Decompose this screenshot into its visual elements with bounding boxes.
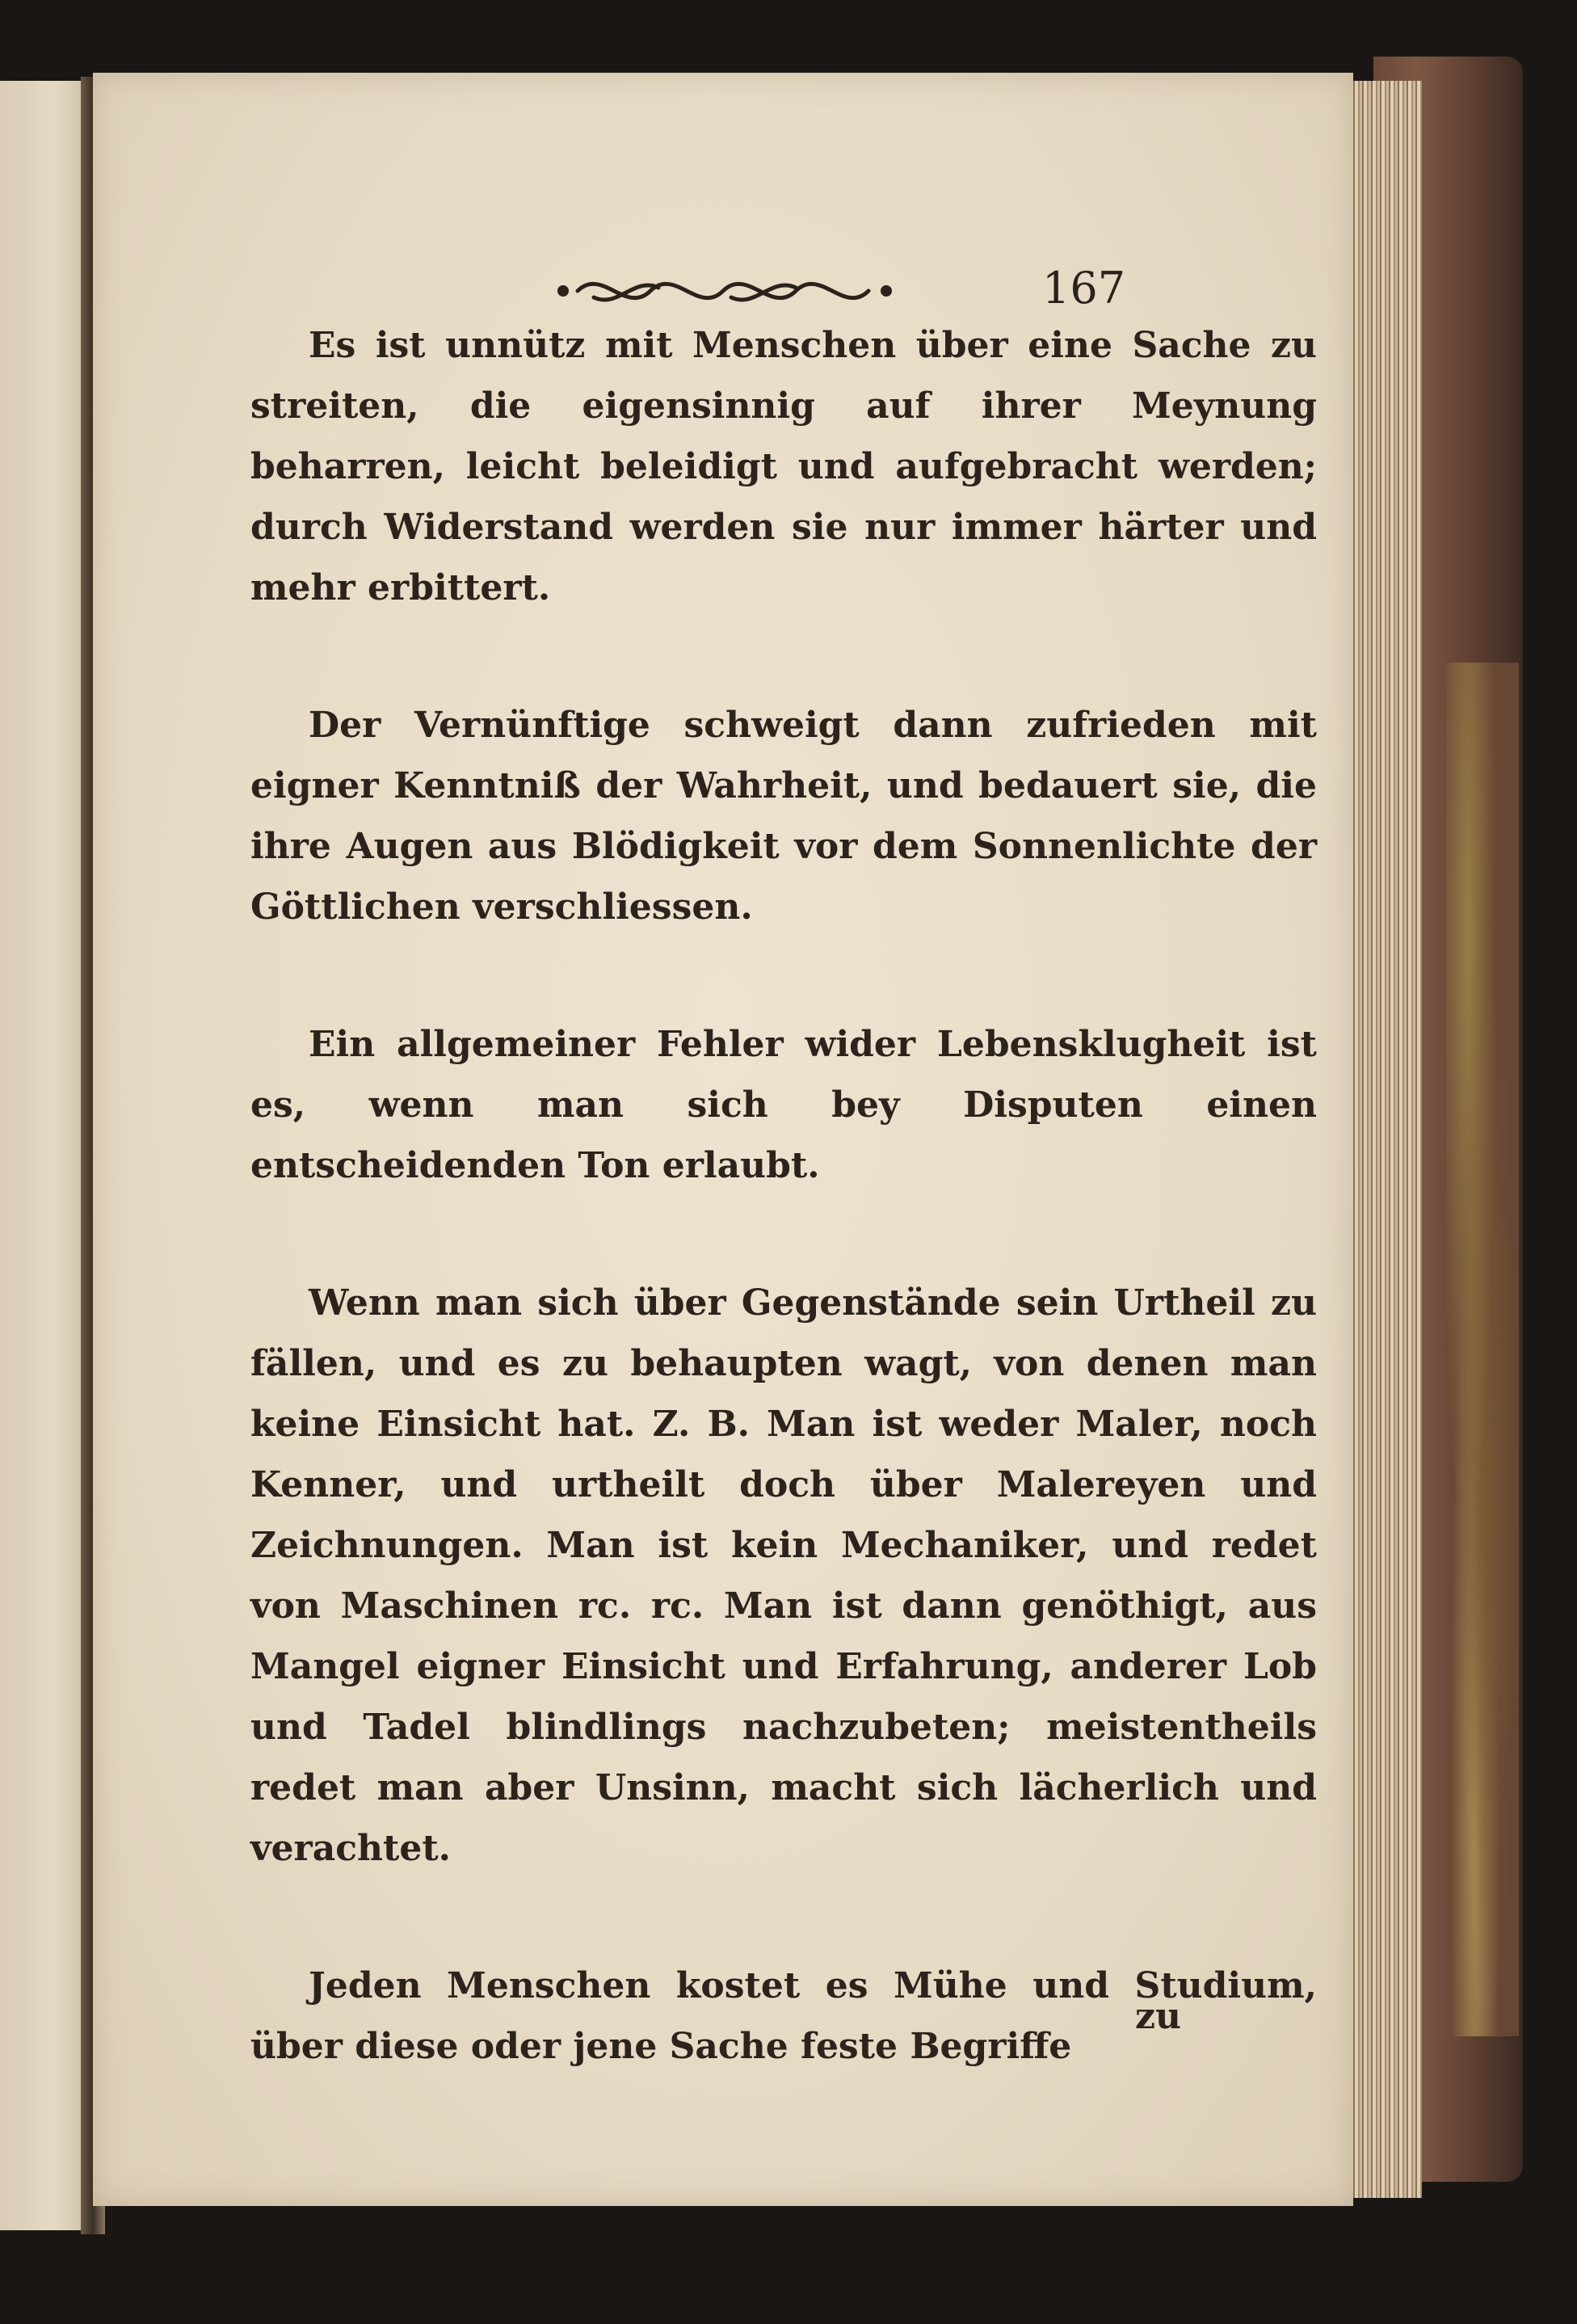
paragraph: Wenn man sich über Gegenstände sein Urtheil zu fällen, und es zu behaupten wagt, von denen man keine Einsicht hat. Z. B. Man ist weder Maler, noch Kenner, und urtheilt doch über Malereyen und Zeichnungen. Man ist kein Mechaniker, und redet von Maschinen rc. rc. Man ist dann genöthigt, aus Mangel eigner Einsicht und Erfahrung, anderer Lob und Tadel blindlings nachzubeten; meistentheils redet man aber Unsinn, macht sich lächerlich und verachtet. xyxy=(250,1282,1317,1869)
marbled-cover-pattern xyxy=(1446,663,1519,2036)
paragraph: Jeden Menschen kostet es Mühe und Studium, über diese oder jene Sache feste Begriffe xyxy=(250,1965,1317,2067)
catchword: zu xyxy=(1135,1996,1181,2037)
paragraph: Ein allgemeiner Fehler wider Lebensklugheit ist es, wenn man sich bey Disputen einen entscheidenden Ton erlaubt. xyxy=(250,1024,1317,1186)
left-page-fragment xyxy=(0,81,89,2230)
book-page xyxy=(93,73,1353,2206)
paragraph: Es ist unnütz mit Menschen über eine Sache zu streiten, die eigensinnig auf ihrer Meynung beharren, leicht beleidigt und aufgebracht werden; durch Widerstand werden sie nur immer härter und mehr erbittert. xyxy=(250,325,1317,608)
ornament-divider-icon xyxy=(545,259,917,323)
page-header xyxy=(93,259,1353,323)
page-body xyxy=(250,315,1317,2153)
paragraph: Der Vernünftige schweigt dann zufrieden mit eigner Kenntniß der Wahrheit, und bedauert sie, die ihre Augen aus Blödigkeit vor dem Sonnenlichte der Göttlichen verschliessen. xyxy=(250,705,1317,928)
page-number: 167 xyxy=(1042,263,1126,314)
